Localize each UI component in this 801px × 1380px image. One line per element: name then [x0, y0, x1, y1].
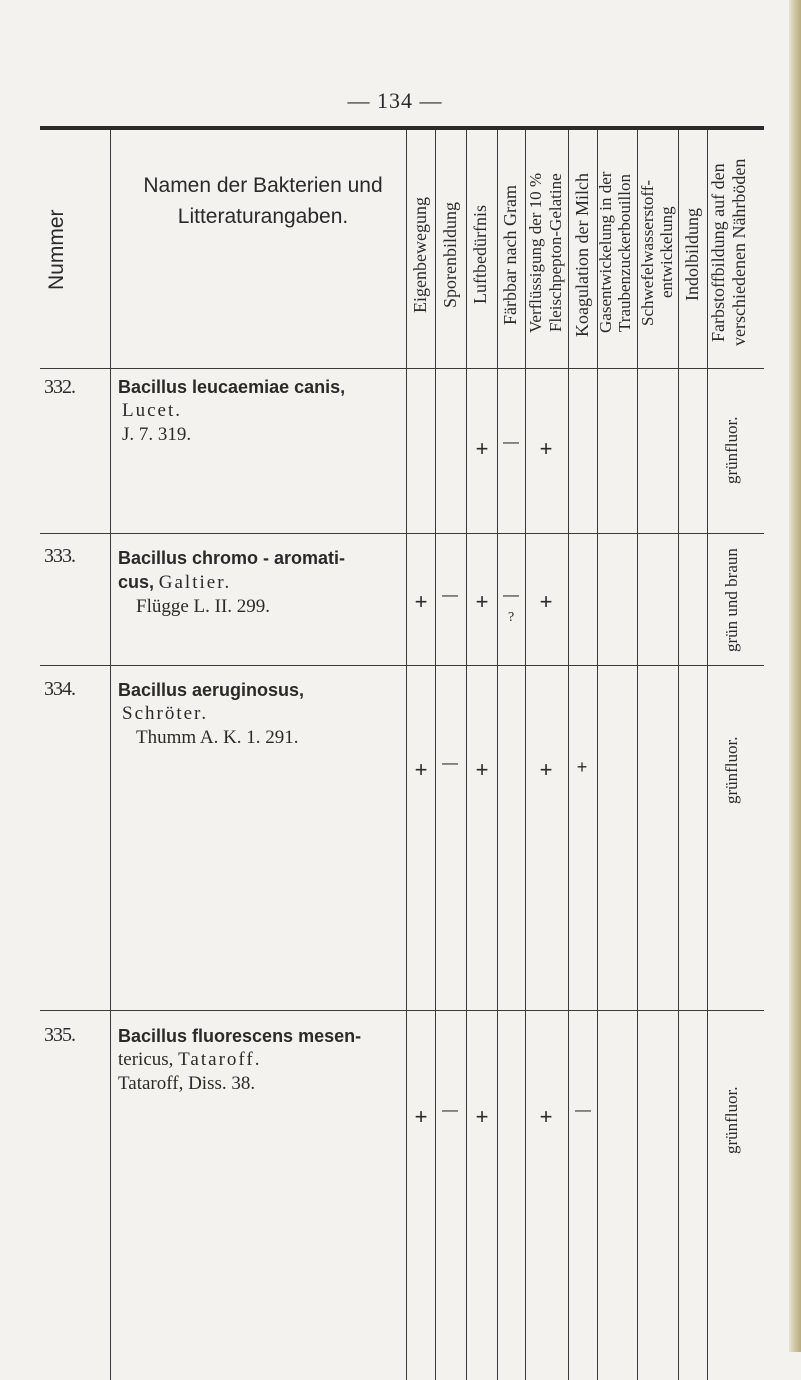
column-divider: [497, 130, 498, 1380]
value-sporen: —: [442, 1102, 458, 1119]
value-koagulation: —: [575, 1102, 591, 1119]
header-gram: Färbbar nach Gram: [500, 185, 520, 325]
header-schw-line2: entwickelung: [657, 206, 676, 299]
header-verfluessigung-line2: Fleischpepton-Gelatine: [546, 173, 565, 332]
header-gasentwickelung: [596, 140, 634, 365]
header-koagulation: Koagulation der Milch: [572, 173, 592, 337]
bacterium-entry: [118, 375, 345, 447]
value-koagulation: +: [576, 757, 588, 777]
column-divider: [435, 130, 436, 1380]
value-eigenbewegung: +: [414, 1104, 428, 1129]
bacterium-author: Lucet.: [122, 400, 183, 421]
pigment-value: grünfluor.: [722, 1086, 741, 1154]
bacterium-name: Bacillus leucaemiae canis,: [118, 377, 346, 397]
value-verfluessigung: +: [539, 757, 553, 782]
row-divider: [40, 665, 764, 666]
value-gram-note: ?: [508, 610, 515, 625]
bacterium-reference: Tataroff, Diss. 38.: [118, 1073, 256, 1094]
row-divider: [40, 533, 764, 534]
value-luft: +: [475, 589, 489, 614]
page-number: — 134 —: [347, 88, 443, 113]
bacterium-entry: [118, 678, 304, 750]
row-number: 333.: [44, 545, 75, 567]
column-divider: [568, 130, 569, 1380]
pigment-value: grün und braun: [722, 548, 741, 652]
value-gram: —: [503, 587, 519, 604]
column-divider: [678, 130, 679, 1380]
row-number: 334.: [44, 678, 75, 700]
bacterium-author: Schröter.: [122, 703, 209, 724]
value-verfluessigung: +: [539, 1104, 553, 1129]
bacterium-name: Bacillus aeruginosus,: [118, 680, 305, 700]
header-names: Namen der Bakterien und Litteraturangaben.: [143, 174, 383, 228]
header-verfluessigung: [526, 140, 566, 365]
bacterium-author: Tataroff.: [178, 1049, 262, 1070]
row-number: 332.: [44, 376, 75, 398]
bacterium-entry: [118, 546, 345, 619]
row-number: 335.: [44, 1024, 75, 1046]
header-luftbeduerfnis: Luftbedürfnis: [470, 205, 490, 305]
value-sporen: —: [442, 587, 458, 604]
bacterium-name-cont: cus,: [118, 572, 155, 592]
top-rule: [40, 126, 764, 130]
pigment-value: grünfluor.: [722, 416, 741, 484]
bacterium-entry: [118, 1024, 361, 1096]
value-gram: —: [503, 434, 519, 451]
pigment-value: grünfluor.: [722, 736, 741, 804]
header-nummer: Nummer: [45, 209, 68, 291]
value-luft: +: [475, 436, 489, 461]
header-verfluessigung-line1: Verflüssigung der 10 %: [526, 172, 545, 333]
header-gas-line2: Traubenzuckerbouillon: [615, 173, 634, 332]
header-indolbildung: Indolbildung: [682, 208, 702, 302]
value-luft: +: [475, 757, 489, 782]
bacterium-name-cont: tericus,: [118, 1049, 174, 1070]
value-verfluessigung: +: [539, 436, 553, 461]
value-sporen: —: [442, 755, 458, 772]
row-divider: [40, 1010, 764, 1011]
bacterium-name: Bacillus fluorescens mesen-: [118, 1026, 362, 1046]
header-eigenbewegung: Eigenbewegung: [410, 197, 430, 313]
header-sporenbildung: Sporenbildung: [440, 202, 460, 308]
bacterium-name: Bacillus chromo - aromati-: [118, 548, 346, 568]
bacterium-reference: Flügge L. II. 299.: [136, 596, 271, 617]
header-farb-line1: Farbstoffbildung auf den: [708, 163, 728, 342]
header-gas-line1: Gasentwickelung in der: [596, 171, 615, 334]
bacterium-reference: Thumm A. K. 1. 291.: [136, 727, 299, 748]
header-divider: [40, 368, 764, 369]
header-schwefelwasserstoff: [638, 145, 676, 360]
column-divider: [406, 130, 407, 1380]
value-verfluessigung: +: [539, 589, 553, 614]
value-eigenbewegung: +: [414, 589, 428, 614]
column-divider: [110, 130, 111, 1380]
page-edge: [789, 0, 801, 1352]
bacterium-author: Galtier.: [158, 572, 232, 593]
header-farb-line2: verschiedenen Nährböden: [729, 158, 749, 347]
bacterium-reference: J. 7. 319.: [122, 424, 192, 445]
value-eigenbewegung: +: [414, 757, 428, 782]
column-divider: [466, 130, 467, 1380]
value-luft: +: [475, 1104, 489, 1129]
header-schw-line1: Schwefelwasserstoff-: [638, 179, 657, 326]
header-farbstoffbildung: [708, 140, 750, 365]
